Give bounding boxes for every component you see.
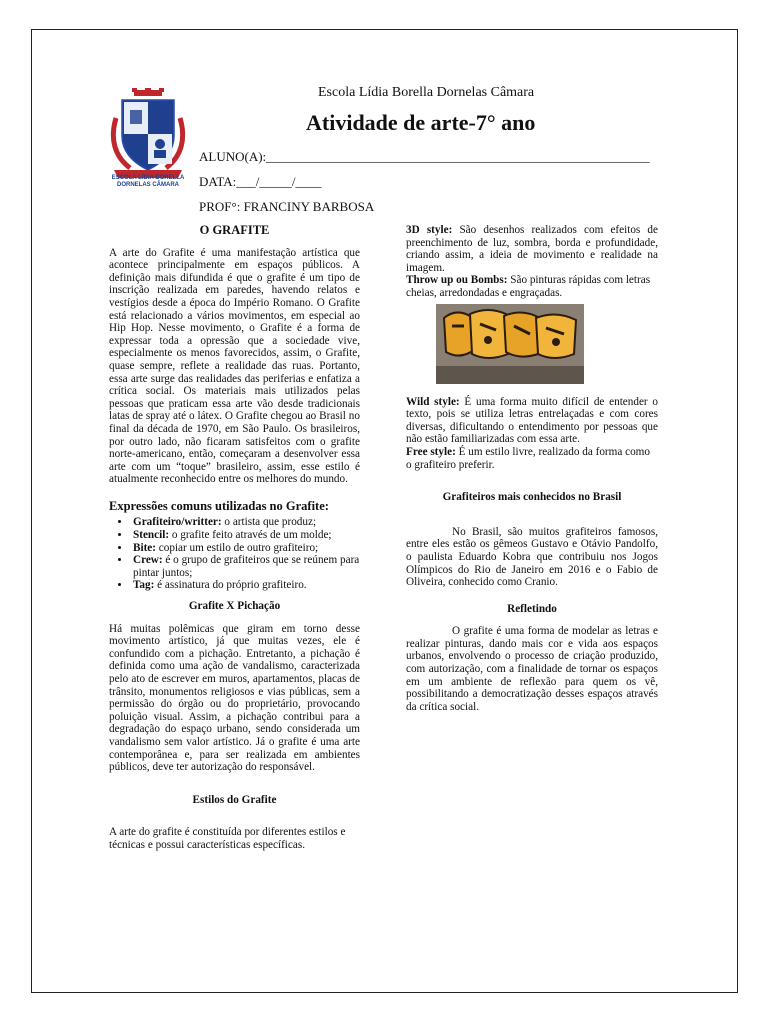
list-item: • Tag: é assinatura do próprio grafiteiro. — [131, 579, 360, 592]
style-throw-up: Throw up ou Bombs: São pinturas rápidas com letras cheias, arredondadas e engraçadas. — [406, 274, 651, 299]
date-field: DATA:___/_____/____ — [199, 174, 322, 189]
graffiti-photo — [436, 304, 584, 384]
list-item: • Bite: copiar um estilo de outro grafiteiro; — [131, 542, 360, 555]
right-column — [406, 224, 658, 713]
section-heading-grafite: O GRAFITE — [199, 223, 270, 237]
style-wild: Wild style: É uma forma muito difícil de entender o texto, pois se utiliza letras entrelaçadas e com cores diversas, dificultando o entendimento por pessoas que não estão familiarizadas com essa arte. — [406, 395, 658, 446]
logo-text-1: ESCOLA LÍDIA BORELLA — [111, 175, 185, 181]
style-free: Free style: É um estilo livre, realizado da forma como o grafiteiro preferir. — [406, 445, 650, 471]
section-heading-estilos: Estilos do Grafite — [192, 793, 277, 806]
teacher-name: PROF°: FRANCINY BARBOSA — [199, 199, 375, 214]
student-name-field: ALUNO(A):___________________________________________________________ — [199, 149, 650, 164]
list-item: • Grafiteiro/writter: o artista que produz; — [131, 516, 360, 529]
pichacao-paragraph: Há muitas polêmicas que giram em torno desse movimento artístico, já que muitas vezes, ele é confundido com a pichação. Entretanto, a pichação é definida como uma ação de vandalismo, caracterizada pelo ato de escrever em muros, apartamentos, placas de trânsito, monumentos religiosos e vias públicas, sem a permissão do órgão ou do proprietário, provocando poluição visual. Assim, a pichação contribui para a degradação do espaço urbano, sendo considerada um vandalismo sem valor artístico. Já o grafite é uma arte contemporânea e, para ser realizada em ambientes públicos, deve ter autorização do responsável. — [109, 622, 360, 774]
logo-text-2: DORNELAS CÂMARA — [117, 182, 179, 188]
list-item: • Crew: é o grupo de grafiteiros que se reúnem para pintar juntos; — [131, 554, 360, 579]
school-logo — [108, 88, 188, 188]
section-heading-refletindo: Refletindo — [507, 602, 557, 615]
intro-paragraph: A arte do Grafite é uma manifestação artística que acontece principalmente em espaços públicos. A definição mais difundida é que o grafite é um tipo de inscrição realizada em paredes, havendo relatos e vestígios desde a época do Império Romano. O Grafite está relacionado a vários movimentos, em especial ao Hip Hop. Nesse movimento, o Grafite é a forma de expressar toda a opressão que a sociedade vive, especialmente os menos favorecidos, assim, o Grafite, quase sempre, reflete a realidade das ruas. Portanto, essa arte surge das realidades das periferias e enfatiza a crítica social. Os materiais mais utilizados pelas pessoas que praticam essa arte vão desde tradicionais latas de spray até o látex. O Grafite chegou ao Brasil no final da década de 1970, em São Paulo. Os brasileiros, por outro lado, não ficaram satisfeitos com o grafite norte-americano, então, começaram a desenvolver essa arte com um “toque” brasileiro, assim, esse estilo é atualmente reconhecido entre os melhores do mundo. — [109, 246, 360, 486]
left-column — [109, 224, 360, 852]
refletindo-paragraph: O grafite é uma forma de modelar as letras e realizar pinturas, dando mais cor e vida aos espaços urbanos, envolvendo o processo de criação produzido, com autorização, com a finalidade de tornar os espaços em um ambiente de reflexão para quem os vê, possibilitando a democratização desses espaços através da crítica social. — [406, 625, 658, 713]
style-3d: 3D style: São desenhos realizados com efeitos de preenchimento de luz, sombra, borda e profundidade, criando assim, a ideia de movimento e realidade na imagem. — [406, 224, 658, 274]
page-title: Atividade de arte-7° ano — [306, 110, 536, 135]
famous-paragraph: No Brasil, são muitos grafiteiros famosos, entre eles estão os gêmeos Gustavo e Otávio Pandolfo, o paulista Eduardo Kobra que contribuiu nos Jogos Olímpicos do Rio de Janeiro em 2016 e o Fabio de Oliveira, conhecido como Cranio. — [406, 525, 658, 589]
expressions-list — [109, 516, 360, 592]
school-name: Escola Lídia Borella Dornelas Câmara — [318, 85, 535, 100]
list-item: • Stencil: o grafite feito através de um molde; — [131, 529, 360, 542]
section-heading-expressions: Expressões comuns utilizadas no Grafite: — [109, 498, 329, 513]
estilos-paragraph: A arte do grafite é constituída por diferentes estilos e técnicas e possui características específicas. — [109, 826, 346, 851]
section-heading-famous: Grafiteiros mais conhecidos no Brasil — [442, 491, 622, 504]
section-heading-pichacao: Grafite X Pichação — [188, 600, 281, 613]
